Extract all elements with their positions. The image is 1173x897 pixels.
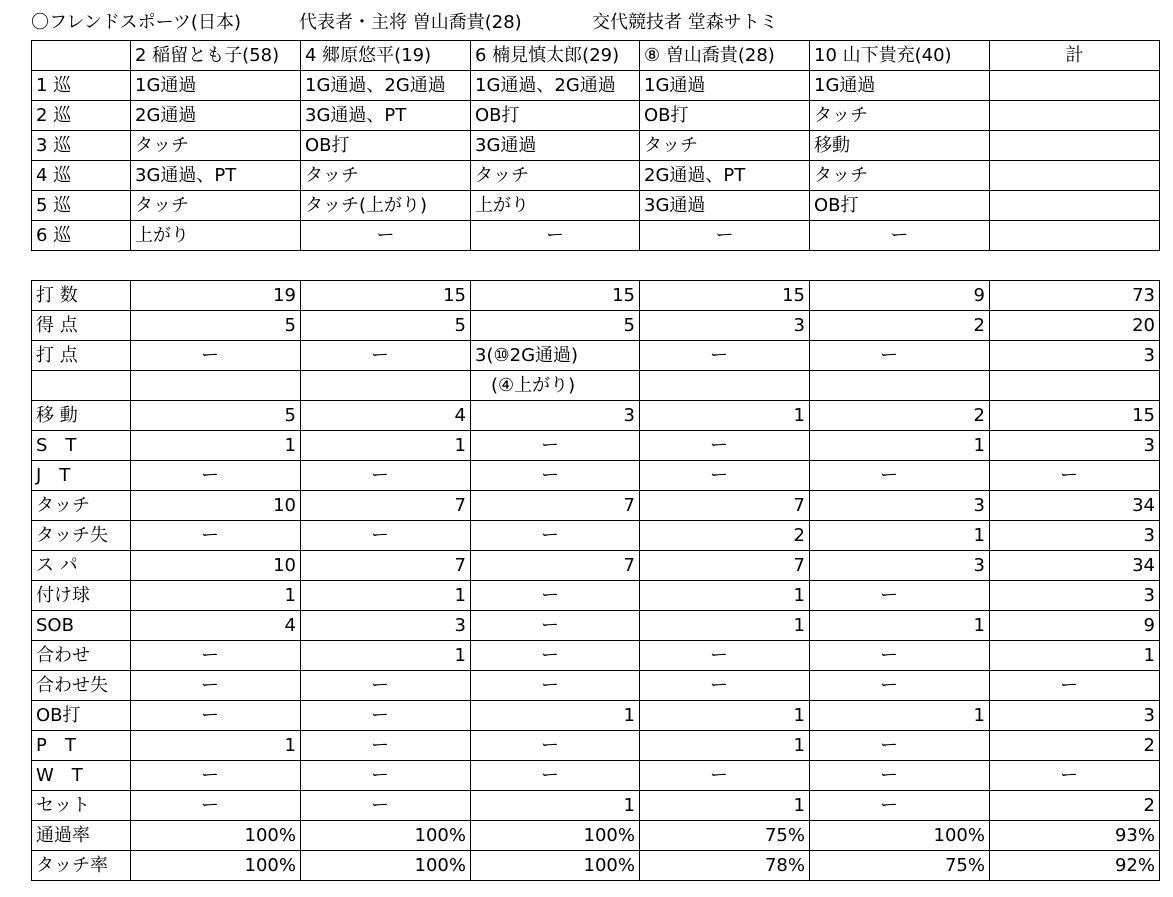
stat-label: SOB bbox=[32, 611, 131, 641]
round-cell: タッチ bbox=[810, 101, 990, 131]
round-row bbox=[32, 221, 1160, 251]
stat-cell: 100% bbox=[301, 851, 471, 881]
stat-cell: 1 bbox=[640, 731, 810, 761]
stat-cell: 75% bbox=[810, 851, 990, 881]
stat-cell: 3 bbox=[301, 611, 471, 641]
stat-row bbox=[32, 491, 1160, 521]
stat-cell: 3 bbox=[990, 521, 1160, 551]
stat-label: 付け球 bbox=[32, 581, 131, 611]
stat-label: 合わせ失 bbox=[32, 671, 131, 701]
round-cell: 3G通過 bbox=[640, 191, 810, 221]
stat-cell: 3 bbox=[810, 491, 990, 521]
round-cell: 上がり bbox=[131, 221, 301, 251]
stat-cell: 34 bbox=[990, 491, 1160, 521]
stat-cell: ー bbox=[471, 641, 640, 671]
stat-cell: ー bbox=[131, 671, 301, 701]
round-label: 1 巡 bbox=[32, 71, 131, 101]
round-cell: タッチ bbox=[131, 191, 301, 221]
stat-row bbox=[32, 311, 1160, 341]
stats-table bbox=[31, 280, 1160, 881]
stat-cell: ー bbox=[131, 701, 301, 731]
stat-cell: ー bbox=[810, 731, 990, 761]
stat-cell: 2 bbox=[640, 521, 810, 551]
stat-cell bbox=[301, 371, 471, 401]
round-row bbox=[32, 131, 1160, 161]
round-cell: 1G通過、2G通過 bbox=[301, 71, 471, 101]
stat-cell: 3(⑩2G通過) bbox=[471, 341, 640, 371]
stat-cell: ー bbox=[810, 581, 990, 611]
stat-label: セット bbox=[32, 791, 131, 821]
stat-cell bbox=[990, 371, 1160, 401]
stat-cell: 2 bbox=[990, 731, 1160, 761]
stat-cell: 1 bbox=[131, 581, 301, 611]
stat-row bbox=[32, 581, 1160, 611]
stat-row bbox=[32, 611, 1160, 641]
round-cell bbox=[990, 71, 1160, 101]
stat-label: OB打 bbox=[32, 701, 131, 731]
round-label: 3 巡 bbox=[32, 131, 131, 161]
stat-cell: ー bbox=[131, 521, 301, 551]
stat-cell: 10 bbox=[131, 491, 301, 521]
stat-label: 打 点 bbox=[32, 341, 131, 371]
player-name: 6 楠見慎太郎(29) bbox=[471, 41, 640, 71]
stat-label: 合わせ bbox=[32, 641, 131, 671]
stat-label: 移 動 bbox=[32, 401, 131, 431]
round-cell bbox=[990, 191, 1160, 221]
stat-cell: 34 bbox=[990, 551, 1160, 581]
round-cell: ー bbox=[301, 221, 471, 251]
stat-row bbox=[32, 821, 1160, 851]
stat-cell: 5 bbox=[471, 311, 640, 341]
round-cell: タッチ(上がり) bbox=[301, 191, 471, 221]
stat-cell: ー bbox=[131, 791, 301, 821]
stat-label: タッチ失 bbox=[32, 521, 131, 551]
round-row bbox=[32, 101, 1160, 131]
stat-cell: 7 bbox=[471, 551, 640, 581]
stat-cell: ー bbox=[990, 461, 1160, 491]
stat-cell: 1 bbox=[810, 701, 990, 731]
stat-row bbox=[32, 731, 1160, 761]
round-cell: 1G通過 bbox=[131, 71, 301, 101]
stat-cell: ー bbox=[640, 641, 810, 671]
stat-cell: ー bbox=[810, 641, 990, 671]
stat-cell: ー bbox=[810, 671, 990, 701]
stat-label: J T bbox=[32, 461, 131, 491]
stat-row bbox=[32, 371, 1160, 401]
stat-cell: 7 bbox=[301, 491, 471, 521]
round-cell: ー bbox=[471, 221, 640, 251]
stat-cell: ー bbox=[301, 671, 471, 701]
stat-label: P T bbox=[32, 731, 131, 761]
stat-cell: 7 bbox=[301, 551, 471, 581]
round-cell: 上がり bbox=[471, 191, 640, 221]
stat-row bbox=[32, 341, 1160, 371]
corner-cell bbox=[32, 41, 131, 71]
round-cell: ー bbox=[640, 221, 810, 251]
stat-cell: 92% bbox=[990, 851, 1160, 881]
round-cell: タッチ bbox=[131, 131, 301, 161]
stat-cell: 100% bbox=[301, 821, 471, 851]
stat-cell: 5 bbox=[131, 311, 301, 341]
stat-cell: ー bbox=[640, 761, 810, 791]
stat-cell: 2 bbox=[990, 791, 1160, 821]
stat-cell: 1 bbox=[471, 791, 640, 821]
stat-cell: ー bbox=[471, 461, 640, 491]
round-cell: 3G通過、PT bbox=[131, 161, 301, 191]
stat-cell: 2 bbox=[810, 401, 990, 431]
stat-cell: ー bbox=[640, 461, 810, 491]
stat-cell: 4 bbox=[131, 611, 301, 641]
stat-cell: ー bbox=[810, 341, 990, 371]
stat-cell: ー bbox=[131, 641, 301, 671]
stat-cell: 1 bbox=[640, 401, 810, 431]
stat-label: 得 点 bbox=[32, 311, 131, 341]
stat-cell: 1 bbox=[301, 581, 471, 611]
stat-label: ス パ bbox=[32, 551, 131, 581]
round-cell bbox=[990, 221, 1160, 251]
player-name: 2 稲留とも子(58) bbox=[131, 41, 301, 71]
stat-cell: 75% bbox=[640, 821, 810, 851]
stats-table-body bbox=[32, 281, 1160, 881]
stat-cell: ー bbox=[471, 431, 640, 461]
stat-row bbox=[32, 401, 1160, 431]
stat-cell: 1 bbox=[301, 431, 471, 461]
round-label: 4 巡 bbox=[32, 161, 131, 191]
stat-cell bbox=[810, 371, 990, 401]
stat-cell: 1 bbox=[810, 431, 990, 461]
round-cell: OB打 bbox=[471, 101, 640, 131]
stat-cell: ー bbox=[301, 731, 471, 761]
round-cell: 移動 bbox=[810, 131, 990, 161]
stat-cell: 1 bbox=[131, 431, 301, 461]
stat-cell: 73 bbox=[990, 281, 1160, 311]
stat-cell: ー bbox=[810, 461, 990, 491]
stat-cell: ー bbox=[131, 461, 301, 491]
round-cell: OB打 bbox=[301, 131, 471, 161]
stat-cell: 5 bbox=[301, 311, 471, 341]
stat-row bbox=[32, 551, 1160, 581]
stat-cell: ー bbox=[301, 341, 471, 371]
stat-cell: ー bbox=[640, 671, 810, 701]
player-name: ⑧ 曽山喬貴(28) bbox=[640, 41, 810, 71]
stat-cell: ー bbox=[131, 761, 301, 791]
round-cell: OB打 bbox=[640, 101, 810, 131]
round-cell: タッチ bbox=[301, 161, 471, 191]
stat-cell: 15 bbox=[990, 401, 1160, 431]
stat-cell: ー bbox=[471, 581, 640, 611]
stat-cell bbox=[640, 371, 810, 401]
stat-row bbox=[32, 701, 1160, 731]
stat-cell: 3 bbox=[990, 701, 1160, 731]
player-name: 10 山下貴充(40) bbox=[810, 41, 990, 71]
stat-cell: ー bbox=[810, 791, 990, 821]
round-cell: 1G通過、2G通過 bbox=[471, 71, 640, 101]
round-row bbox=[32, 71, 1160, 101]
stat-cell: 4 bbox=[301, 401, 471, 431]
stat-cell: 7 bbox=[640, 491, 810, 521]
round-table bbox=[31, 40, 1160, 251]
stat-cell: 15 bbox=[301, 281, 471, 311]
stat-cell: 100% bbox=[131, 851, 301, 881]
stat-label: W T bbox=[32, 761, 131, 791]
stat-cell: 78% bbox=[640, 851, 810, 881]
round-cell: タッチ bbox=[810, 161, 990, 191]
stat-cell: 1 bbox=[131, 731, 301, 761]
stat-cell: 100% bbox=[471, 821, 640, 851]
stat-cell bbox=[131, 371, 301, 401]
round-cell bbox=[990, 161, 1160, 191]
stat-cell: ー bbox=[301, 791, 471, 821]
stat-cell: ー bbox=[810, 761, 990, 791]
stat-cell: 15 bbox=[471, 281, 640, 311]
stat-row bbox=[32, 641, 1160, 671]
stat-cell: 1 bbox=[640, 581, 810, 611]
round-cell: 3G通過、PT bbox=[301, 101, 471, 131]
stat-cell: 100% bbox=[471, 851, 640, 881]
stat-cell: 20 bbox=[990, 311, 1160, 341]
stat-row bbox=[32, 431, 1160, 461]
stat-cell: 3 bbox=[990, 581, 1160, 611]
stat-cell: 15 bbox=[640, 281, 810, 311]
round-row bbox=[32, 191, 1160, 221]
stat-cell: 100% bbox=[131, 821, 301, 851]
stat-row bbox=[32, 851, 1160, 881]
round-cell bbox=[990, 131, 1160, 161]
round-cell bbox=[990, 101, 1160, 131]
round-table-body bbox=[32, 41, 1160, 251]
total-header: 計 bbox=[990, 41, 1160, 71]
stat-row bbox=[32, 671, 1160, 701]
stat-cell: 1 bbox=[301, 641, 471, 671]
stat-cell: 7 bbox=[471, 491, 640, 521]
stat-cell: 2 bbox=[810, 311, 990, 341]
stat-cell: 93% bbox=[990, 821, 1160, 851]
stat-cell: 1 bbox=[810, 521, 990, 551]
stat-cell: ー bbox=[990, 671, 1160, 701]
stat-row bbox=[32, 761, 1160, 791]
stat-cell: 1 bbox=[640, 791, 810, 821]
stat-cell: ー bbox=[301, 521, 471, 551]
stat-cell: 10 bbox=[131, 551, 301, 581]
stat-row bbox=[32, 281, 1160, 311]
stat-label: S T bbox=[32, 431, 131, 461]
stat-label: 通過率 bbox=[32, 821, 131, 851]
stat-row bbox=[32, 521, 1160, 551]
stat-label: タッチ bbox=[32, 491, 131, 521]
round-cell: 2G通過 bbox=[131, 101, 301, 131]
stat-label: タッチ率 bbox=[32, 851, 131, 881]
stat-cell: ー bbox=[471, 731, 640, 761]
stat-cell: 3 bbox=[990, 431, 1160, 461]
round-cell: 1G通過 bbox=[810, 71, 990, 101]
stat-cell: 1 bbox=[640, 611, 810, 641]
round-cell: タッチ bbox=[640, 131, 810, 161]
stat-cell: 1 bbox=[990, 641, 1160, 671]
team-name: 〇フレンドスポーツ(日本) bbox=[31, 12, 241, 33]
stat-cell: ー bbox=[301, 761, 471, 791]
stat-cell: 19 bbox=[131, 281, 301, 311]
stat-cell: ー bbox=[640, 341, 810, 371]
stat-cell: 3 bbox=[471, 401, 640, 431]
player-name: 4 郷原悠平(19) bbox=[301, 41, 471, 71]
stat-cell: ー bbox=[301, 701, 471, 731]
stat-cell: 3 bbox=[810, 551, 990, 581]
stat-label bbox=[32, 371, 131, 401]
round-cell: 1G通過 bbox=[640, 71, 810, 101]
stat-cell: ー bbox=[471, 761, 640, 791]
round-cell: ー bbox=[810, 221, 990, 251]
stat-cell: 1 bbox=[471, 701, 640, 731]
stat-cell: ー bbox=[640, 431, 810, 461]
player-header-row bbox=[32, 41, 1160, 71]
round-cell: OB打 bbox=[810, 191, 990, 221]
stat-cell: ー bbox=[301, 461, 471, 491]
round-label: 5 巡 bbox=[32, 191, 131, 221]
round-cell: タッチ bbox=[471, 161, 640, 191]
stat-row bbox=[32, 461, 1160, 491]
stat-cell: 1 bbox=[810, 611, 990, 641]
round-row bbox=[32, 161, 1160, 191]
round-cell: 3G通過 bbox=[471, 131, 640, 161]
stat-cell: 7 bbox=[640, 551, 810, 581]
stat-cell: 9 bbox=[990, 611, 1160, 641]
stat-cell: ー bbox=[471, 521, 640, 551]
stat-cell: ー bbox=[471, 671, 640, 701]
substitute-info: 交代競技者 堂森サトミ bbox=[592, 12, 778, 33]
stat-cell: ー bbox=[471, 611, 640, 641]
stat-cell: (④上がり) bbox=[471, 371, 640, 401]
stat-cell: 100% bbox=[810, 821, 990, 851]
round-label: 6 巡 bbox=[32, 221, 131, 251]
round-label: 2 巡 bbox=[32, 101, 131, 131]
stat-cell: 9 bbox=[810, 281, 990, 311]
stat-cell: 1 bbox=[640, 701, 810, 731]
stat-cell: 3 bbox=[990, 341, 1160, 371]
stat-label: 打 数 bbox=[32, 281, 131, 311]
stat-cell: 3 bbox=[640, 311, 810, 341]
stat-cell: ー bbox=[990, 761, 1160, 791]
round-cell: 2G通過、PT bbox=[640, 161, 810, 191]
stat-row bbox=[32, 791, 1160, 821]
captain-info: 代表者・主将 曽山喬貴(28) bbox=[299, 12, 522, 33]
stat-cell: ー bbox=[131, 341, 301, 371]
stat-cell: 5 bbox=[131, 401, 301, 431]
